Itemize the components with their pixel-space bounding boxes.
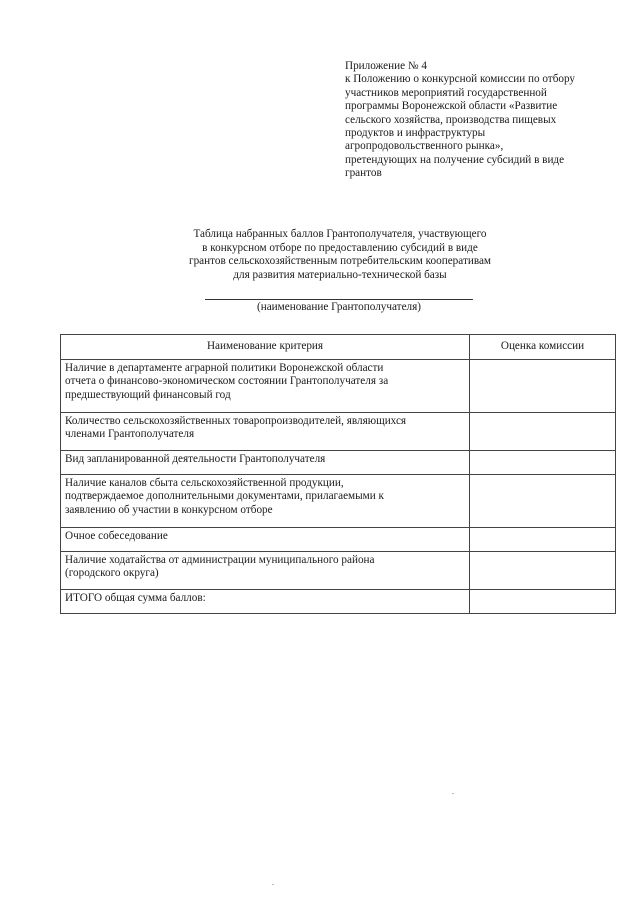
annex-line: продуктов и инфраструктуры: [345, 127, 486, 140]
total-score-cell[interactable]: [470, 590, 616, 614]
scan-speck: [452, 793, 454, 794]
table-header-row: [61, 335, 616, 360]
criterion-cell: [61, 360, 470, 413]
recipient-name-blank-line: [205, 299, 473, 300]
header-commission-score: Оценка комиссии: [470, 335, 616, 360]
criterion-text: Наличие каналов сбыта сельскохозяйственной продукции,: [65, 477, 344, 489]
annex-line: участников мероприятий государственной: [345, 86, 547, 99]
score-cell[interactable]: [470, 413, 616, 451]
annex-line: претендующих на получение субсидий в виде: [345, 153, 565, 166]
criterion-text: членами Грантополучателя: [65, 428, 195, 441]
criterion-cell: [61, 413, 470, 451]
table-row: [61, 528, 616, 552]
annex-line: сельского хозяйства, производства пищевых: [345, 113, 557, 126]
header-criterion-name: Наименование критерия: [61, 335, 470, 360]
annex-number: Приложение № 4: [345, 60, 427, 72]
document-title: [140, 228, 540, 282]
title-line: грантов сельскохозяйственным потребительским кооперативам: [189, 255, 491, 268]
annex-line: грантов: [345, 167, 382, 180]
title-line: Таблица набранных баллов Грантополучателя, участвующего: [193, 228, 487, 240]
title-line: для развития материально-технической базы: [233, 268, 447, 281]
score-cell[interactable]: [470, 552, 616, 590]
table-row-total: [61, 590, 616, 614]
criteria-score-table: [60, 334, 616, 614]
annex-reference: [345, 60, 630, 181]
criterion-text: Очное собеседование: [65, 530, 168, 542]
criterion-text: Наличие в департаменте аграрной политики Воронежской области: [65, 362, 384, 374]
annex-line: агропродовольственного рынка»,: [345, 140, 504, 153]
criterion-cell: [61, 451, 470, 475]
criterion-text: предшествующий финансовый год: [65, 388, 231, 401]
score-cell[interactable]: [470, 451, 616, 475]
score-cell[interactable]: [470, 475, 616, 528]
score-cell[interactable]: [470, 360, 616, 413]
table-row: [61, 413, 616, 451]
table-row: [61, 360, 616, 413]
score-cell[interactable]: [470, 528, 616, 552]
criterion-text: Наличие ходатайства от администрации муниципального района: [65, 554, 375, 566]
criterion-text: Количество сельскохозяйственных товаропроизводителей, являющихся: [65, 415, 407, 427]
criterion-text: Вид запланированной деятельности Грантополучателя: [65, 453, 326, 465]
criterion-text: отчета о финансово-экономическом состоянии Грантополучателя за: [65, 375, 389, 388]
annex-line: к Положению о конкурсной комиссии по отбору: [345, 73, 576, 86]
table-row: [61, 552, 616, 590]
annex-line: программы Воронежской области «Развитие: [345, 100, 558, 113]
table-row: [61, 475, 616, 528]
total-label: ИТОГО общая сумма баллов:: [65, 592, 206, 604]
criterion-text: (городского округа): [65, 567, 159, 580]
criterion-cell: [61, 475, 470, 528]
table-row: [61, 451, 616, 475]
criterion-cell: [61, 590, 470, 614]
criterion-cell: [61, 552, 470, 590]
criterion-cell: [61, 528, 470, 552]
title-line: в конкурсном отборе по предоставлению субсидий в виде: [202, 241, 478, 254]
criterion-text: подтверждаемое дополнительными документами, прилагаемыми к: [65, 490, 384, 503]
scan-speck: [272, 884, 274, 885]
recipient-name-caption: (наименование Грантополучателя): [257, 301, 421, 313]
criterion-text: заявлению об участии в конкурсном отборе: [65, 503, 273, 516]
